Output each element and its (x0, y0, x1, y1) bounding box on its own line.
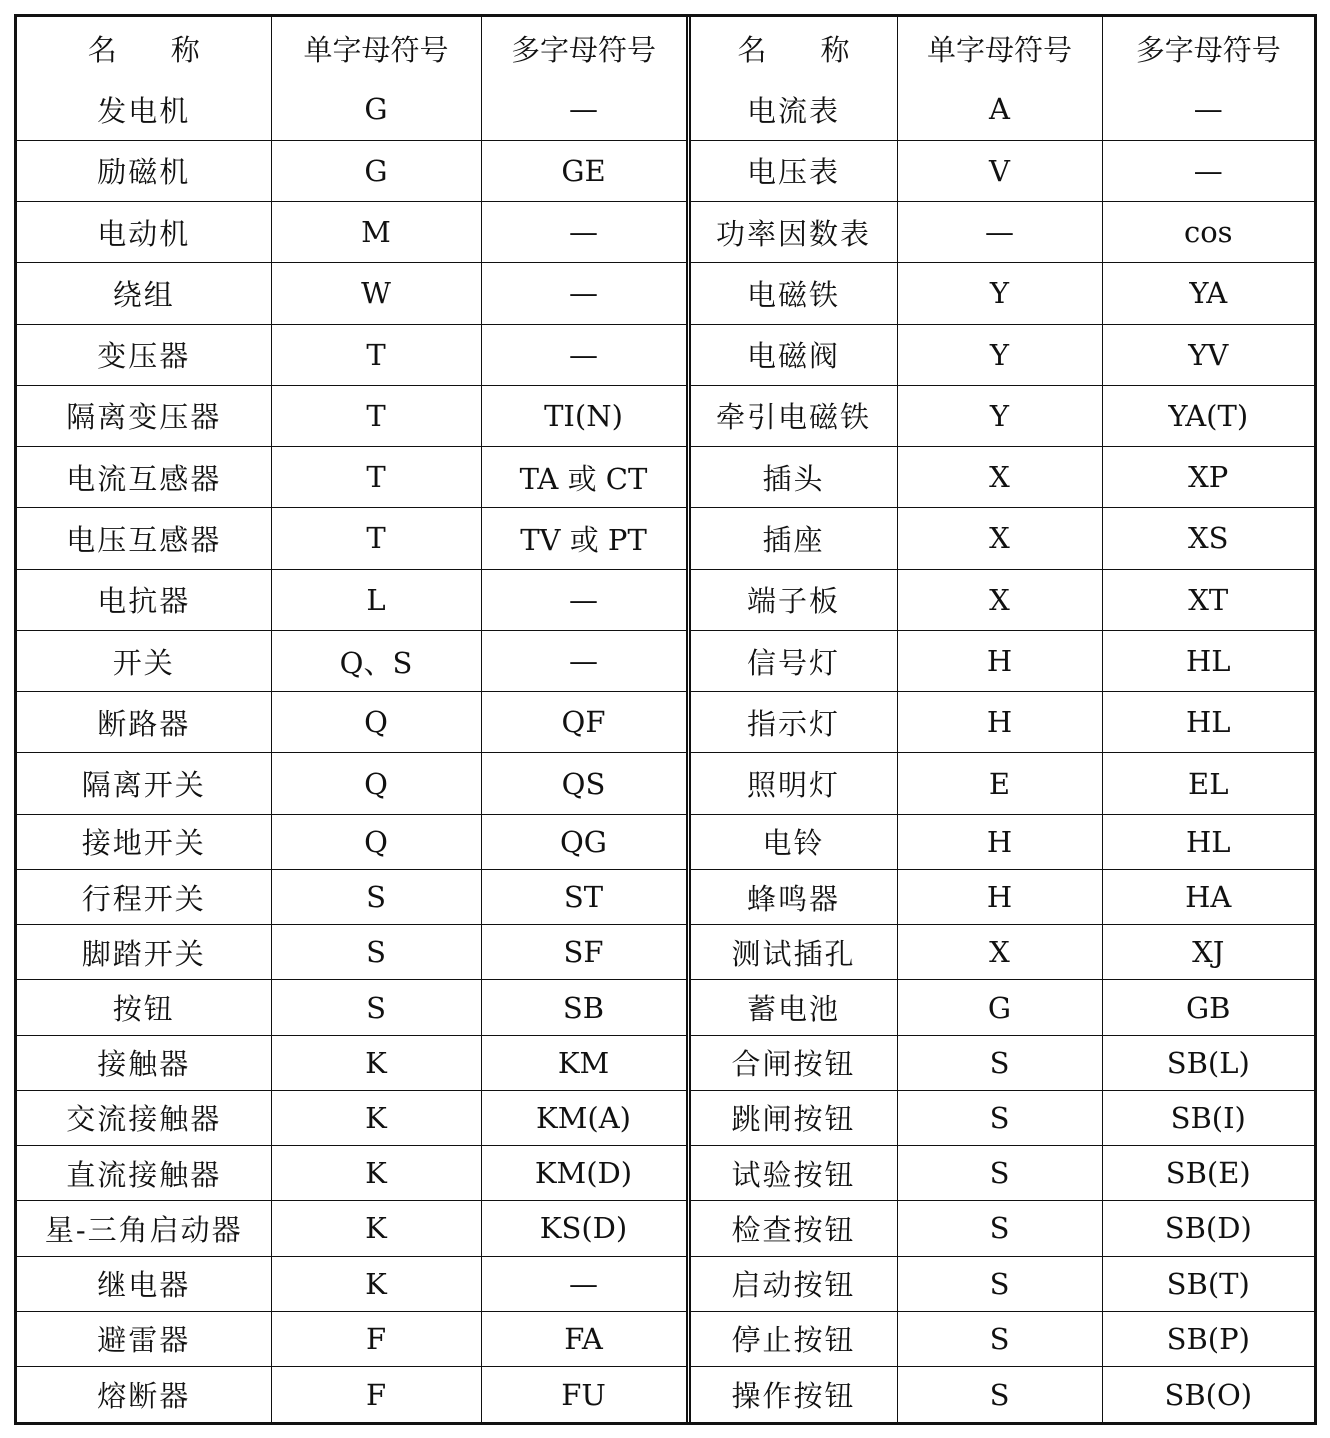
cell-left-multi: — (481, 630, 688, 691)
cell-right-multi: HA (1102, 869, 1314, 924)
cell-left-name: 避雷器 (17, 1311, 271, 1366)
table-row (17, 263, 1314, 324)
cell-right-multi: — (1102, 140, 1314, 201)
cell-right-single: G (897, 980, 1102, 1035)
cell-left-multi: QS (481, 753, 688, 814)
cell-right-name: 检查按钮 (688, 1201, 897, 1256)
cell-right-multi: SB(O) (1102, 1367, 1314, 1422)
cell-right-single: V (897, 140, 1102, 201)
cell-right-name: 指示灯 (688, 692, 897, 753)
cell-left-multi: — (481, 1256, 688, 1311)
cell-right-single: X (897, 569, 1102, 630)
cell-left-single: Q (271, 814, 481, 869)
cell-right-single: H (897, 692, 1102, 753)
header-name-right: 名 称 (688, 17, 897, 79)
cell-left-single: T (271, 385, 481, 446)
cell-right-single: S (897, 1201, 1102, 1256)
table-row (17, 1201, 1314, 1256)
cell-right-multi: SB(D) (1102, 1201, 1314, 1256)
cell-right-multi: HL (1102, 692, 1314, 753)
electrical-symbol-table (17, 17, 1314, 1422)
cell-left-name: 绕组 (17, 263, 271, 324)
table-row (17, 447, 1314, 508)
cell-right-name: 电流表 (688, 79, 897, 140)
table-row (17, 1256, 1314, 1311)
cell-left-name: 行程开关 (17, 869, 271, 924)
cell-right-name: 停止按钮 (688, 1311, 897, 1366)
cell-right-name: 蜂鸣器 (688, 869, 897, 924)
cell-left-single: S (271, 980, 481, 1035)
cell-right-multi: HL (1102, 814, 1314, 869)
cell-left-multi: FA (481, 1311, 688, 1366)
cell-left-single: S (271, 869, 481, 924)
symbol-table-frame (14, 14, 1317, 1425)
cell-right-single: X (897, 508, 1102, 569)
cell-left-single: K (271, 1090, 481, 1145)
cell-left-multi: GE (481, 140, 688, 201)
cell-left-single: S (271, 925, 481, 980)
header-multi-left: 多字母符号 (481, 17, 688, 79)
cell-left-multi: KM(A) (481, 1090, 688, 1145)
table-row (17, 1146, 1314, 1201)
cell-right-multi: SB(E) (1102, 1146, 1314, 1201)
cell-left-multi: FU (481, 1367, 688, 1422)
table-row (17, 692, 1314, 753)
cell-right-name: 蓄电池 (688, 980, 897, 1035)
table-row (17, 980, 1314, 1035)
cell-left-single: F (271, 1367, 481, 1422)
cell-left-multi: SF (481, 925, 688, 980)
cell-right-single: H (897, 630, 1102, 691)
cell-left-single: G (271, 79, 481, 140)
cell-left-name: 电压互感器 (17, 508, 271, 569)
table-row (17, 324, 1314, 385)
cell-right-name: 功率因数表 (688, 202, 897, 263)
cell-right-multi: SB(I) (1102, 1090, 1314, 1145)
cell-left-single: Q、S (271, 630, 481, 691)
cell-left-multi: ST (481, 869, 688, 924)
cell-left-single: K (271, 1256, 481, 1311)
cell-left-single: K (271, 1201, 481, 1256)
cell-left-name: 交流接触器 (17, 1090, 271, 1145)
cell-left-name: 直流接触器 (17, 1146, 271, 1201)
cell-left-name: 星-三角启动器 (17, 1201, 271, 1256)
table-row (17, 814, 1314, 869)
cell-left-multi: SB (481, 980, 688, 1035)
cell-right-multi: EL (1102, 753, 1314, 814)
cell-left-single: W (271, 263, 481, 324)
table-row (17, 1311, 1314, 1366)
cell-right-multi: YV (1102, 324, 1314, 385)
cell-left-single: K (271, 1146, 481, 1201)
cell-left-name: 电抗器 (17, 569, 271, 630)
cell-right-name: 电磁铁 (688, 263, 897, 324)
cell-right-single: Y (897, 263, 1102, 324)
cell-left-multi: — (481, 202, 688, 263)
cell-right-multi: HL (1102, 630, 1314, 691)
table-row (17, 508, 1314, 569)
header-single-right: 单字母符号 (897, 17, 1102, 79)
cell-left-name: 电流互感器 (17, 447, 271, 508)
cell-right-single: Y (897, 385, 1102, 446)
cell-left-name: 电动机 (17, 202, 271, 263)
cell-right-name: 启动按钮 (688, 1256, 897, 1311)
cell-left-multi: — (481, 324, 688, 385)
cell-right-single: H (897, 814, 1102, 869)
cell-left-single: T (271, 508, 481, 569)
table-row (17, 79, 1314, 140)
cell-right-name: 端子板 (688, 569, 897, 630)
table-row (17, 753, 1314, 814)
cell-left-name: 接地开关 (17, 814, 271, 869)
table-row (17, 202, 1314, 263)
cell-right-name: 电压表 (688, 140, 897, 201)
cell-right-multi: YA(T) (1102, 385, 1314, 446)
table-row (17, 630, 1314, 691)
cell-left-multi: — (481, 263, 688, 324)
cell-left-name: 变压器 (17, 324, 271, 385)
cell-right-multi: XP (1102, 447, 1314, 508)
table-row (17, 1035, 1314, 1090)
cell-left-name: 按钮 (17, 980, 271, 1035)
cell-left-single: M (271, 202, 481, 263)
cell-right-single: H (897, 869, 1102, 924)
table-row (17, 1367, 1314, 1422)
table-row (17, 1090, 1314, 1145)
cell-right-name: 照明灯 (688, 753, 897, 814)
cell-right-single: S (897, 1367, 1102, 1422)
cell-left-single: F (271, 1311, 481, 1366)
cell-left-multi: — (481, 79, 688, 140)
cell-right-multi: SB(T) (1102, 1256, 1314, 1311)
cell-right-multi: GB (1102, 980, 1314, 1035)
cell-right-name: 试验按钮 (688, 1146, 897, 1201)
cell-right-name: 插座 (688, 508, 897, 569)
table-header-row (17, 17, 1314, 79)
cell-right-single: S (897, 1311, 1102, 1366)
cell-right-single: X (897, 925, 1102, 980)
cell-left-name: 励磁机 (17, 140, 271, 201)
header-name-left: 名 称 (17, 17, 271, 79)
cell-left-name: 隔离变压器 (17, 385, 271, 446)
cell-right-single: S (897, 1256, 1102, 1311)
cell-left-multi: TV 或 PT (481, 508, 688, 569)
cell-left-single: Q (271, 692, 481, 753)
cell-left-multi: TI(N) (481, 385, 688, 446)
cell-left-single: L (271, 569, 481, 630)
table-body (17, 79, 1314, 1422)
cell-right-name: 跳闸按钮 (688, 1090, 897, 1145)
table-row (17, 140, 1314, 201)
table-row (17, 925, 1314, 980)
cell-left-multi: KS(D) (481, 1201, 688, 1256)
cell-right-multi: SB(L) (1102, 1035, 1314, 1090)
cell-right-multi: SB(P) (1102, 1311, 1314, 1366)
cell-left-single: K (271, 1035, 481, 1090)
cell-right-name: 操作按钮 (688, 1367, 897, 1422)
cell-right-single: Y (897, 324, 1102, 385)
cell-left-multi: — (481, 569, 688, 630)
cell-left-name: 脚踏开关 (17, 925, 271, 980)
cell-right-single: E (897, 753, 1102, 814)
cell-left-multi: KM(D) (481, 1146, 688, 1201)
cell-right-multi: XS (1102, 508, 1314, 569)
cell-left-name: 继电器 (17, 1256, 271, 1311)
cell-right-name: 电磁阀 (688, 324, 897, 385)
cell-left-single: T (271, 447, 481, 508)
cell-right-name: 插头 (688, 447, 897, 508)
cell-left-multi: QF (481, 692, 688, 753)
cell-right-single: S (897, 1035, 1102, 1090)
table-row (17, 869, 1314, 924)
cell-left-single: G (271, 140, 481, 201)
cell-right-single: X (897, 447, 1102, 508)
header-multi-right: 多字母符号 (1102, 17, 1314, 79)
cell-right-name: 信号灯 (688, 630, 897, 691)
table-row (17, 385, 1314, 446)
cell-left-name: 熔断器 (17, 1367, 271, 1422)
cell-right-single: A (897, 79, 1102, 140)
cell-left-multi: QG (481, 814, 688, 869)
cell-right-multi: — (1102, 79, 1314, 140)
cell-left-name: 隔离开关 (17, 753, 271, 814)
cell-right-multi: YA (1102, 263, 1314, 324)
cell-left-multi: KM (481, 1035, 688, 1090)
cell-left-name: 接触器 (17, 1035, 271, 1090)
cell-left-multi: TA 或 CT (481, 447, 688, 508)
header-single-left: 单字母符号 (271, 17, 481, 79)
cell-right-name: 合闸按钮 (688, 1035, 897, 1090)
cell-right-name: 测试插孔 (688, 925, 897, 980)
cell-right-single: — (897, 202, 1102, 263)
cell-right-name: 牵引电磁铁 (688, 385, 897, 446)
cell-right-single: S (897, 1090, 1102, 1145)
cell-right-multi: cos (1102, 202, 1314, 263)
cell-right-single: S (897, 1146, 1102, 1201)
cell-left-name: 断路器 (17, 692, 271, 753)
cell-right-name: 电铃 (688, 814, 897, 869)
cell-left-name: 开关 (17, 630, 271, 691)
table-row (17, 569, 1314, 630)
cell-left-single: Q (271, 753, 481, 814)
cell-left-single: T (271, 324, 481, 385)
cell-left-name: 发电机 (17, 79, 271, 140)
cell-right-multi: XT (1102, 569, 1314, 630)
cell-right-multi: XJ (1102, 925, 1314, 980)
